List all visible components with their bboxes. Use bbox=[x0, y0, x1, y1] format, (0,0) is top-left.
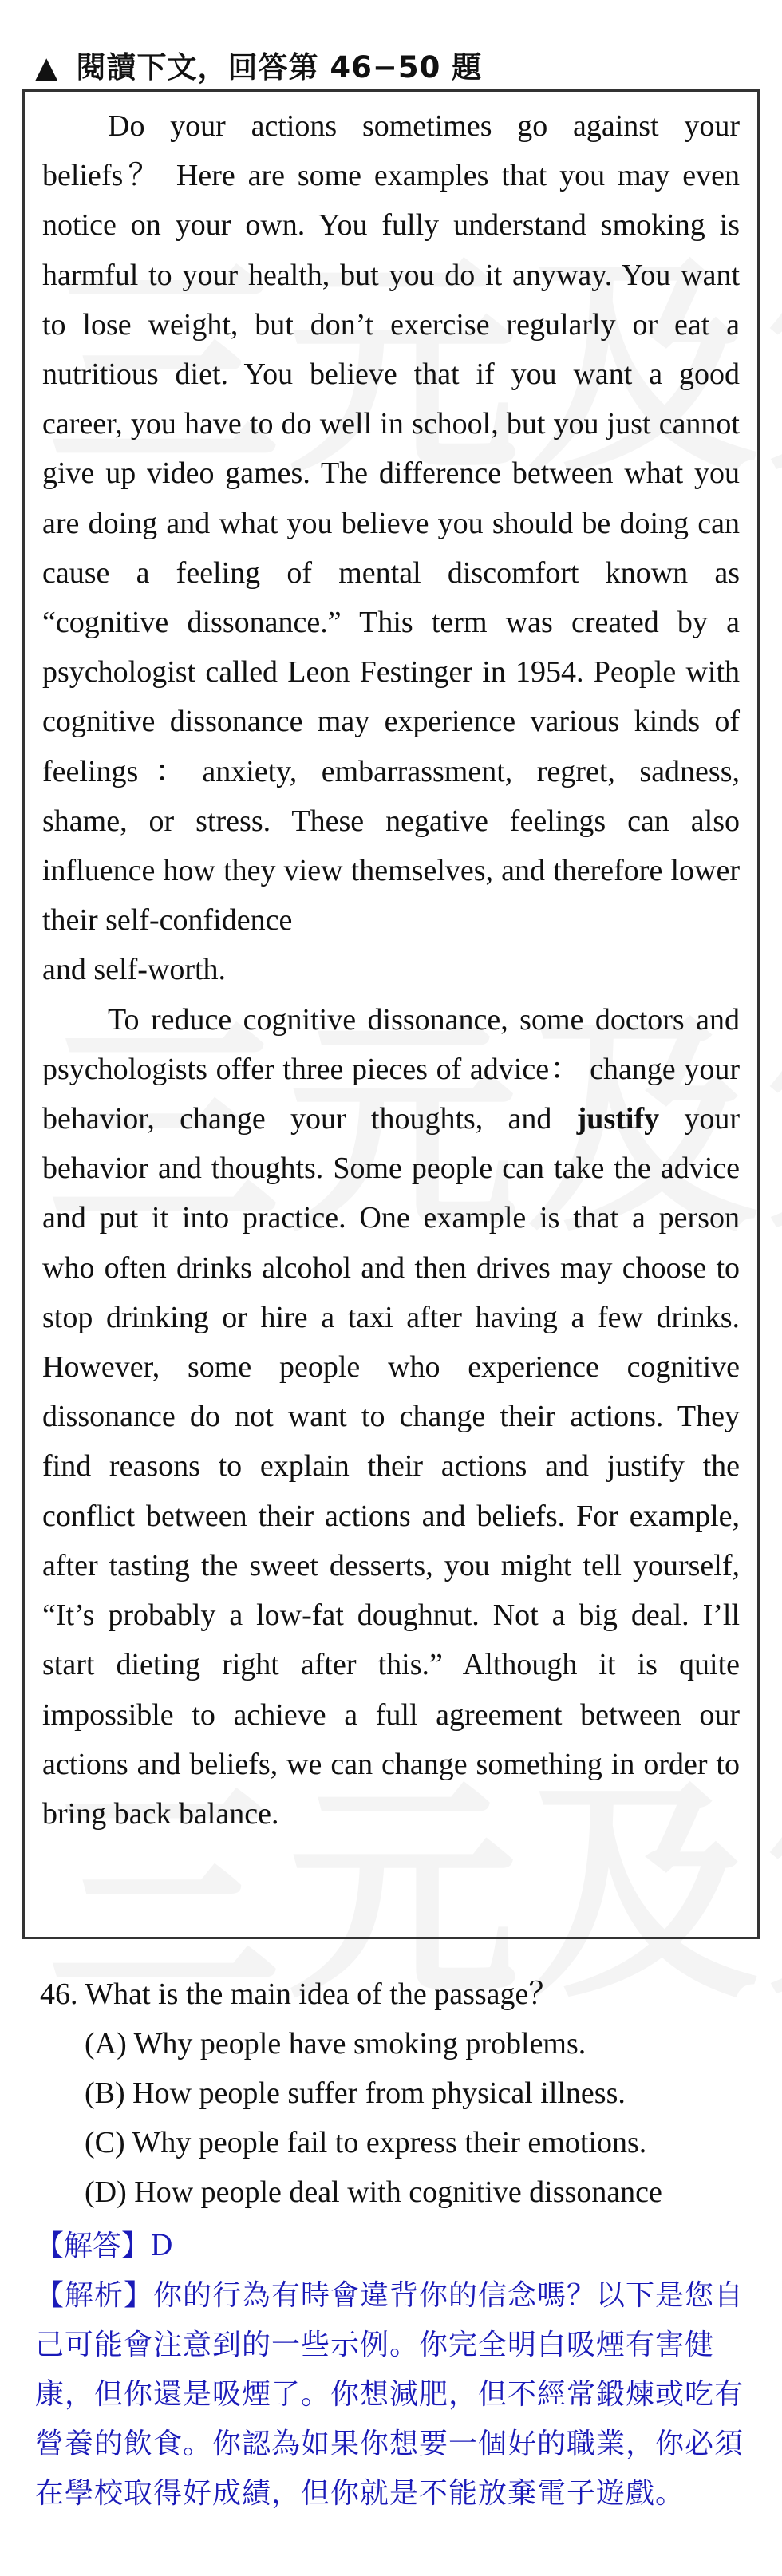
passage-paragraph-1: Do your actions sometimes go against your beliefs？ Here are some examples that you may even notice on your own. You fully understand smoking is harmful to your health, but you do it anyway. You want to lose weight, but don’t exercise regularly or eat a nutritious diet. You believe that if you want a good career, you have to do well in school, but you just cannot give up video games. The difference between what you are doing and what you believe you should be doing can cause a feeling of mental discomfort known as “cognitive dissonance.” This term was created by a psychologist called Leon Festinger in 1954. People with cognitive dissonance may experience various kinds of feelings：anxiety, embarrassment, regret, sadness, shame, or stress. These negative feelings can also influence how they view themselves, and therefore lower their self-confidence bbox=[42, 109, 740, 938]
section-header bbox=[35, 43, 482, 86]
option-b: (B) How people suffer from physical illness. bbox=[85, 2076, 626, 2110]
analysis-block bbox=[35, 2271, 763, 2519]
analysis-text: 你的行為有時會違背你的信念嗎？以下是您自己可能會注意到的一些示例。你完全明白吸煙有害健康，但你還是吸煙了。你想減肥，但不經常鍛煉或吃有營養的飲食。你認為如果你想要一個好的職業，你必須在學校取得好成績，但你就是不能放棄電子遊戲。 bbox=[35, 2279, 744, 2510]
paragraph-2-after: your behavior and thoughts. Some people can take the advice and put it into practice. One example is that a person who often drinks alcohol and then drives may choose to stop drinking or hire a taxi after having a few drinks. However, some people who experience cognitive dissonance do not want to change their actions. They find reasons to explain their actions and justify the conflict between their actions and beliefs. For example, after tasting the sweet desserts, you might tell yourself, “It’s probably a low-fat doughnut. Not a big deal. I’ll start dieting right after this.” Although it is quite impossible to achieve a full agreement between our actions and beliefs, we can change something in order to bring back balance. bbox=[42, 1102, 741, 1831]
answer-line bbox=[35, 2222, 763, 2271]
answer-label: 【解答】 bbox=[35, 2230, 151, 2262]
reading-passage bbox=[22, 89, 760, 1939]
option-d: (D) How people deal with cognitive dissonance bbox=[85, 2175, 662, 2209]
section-title: 閱讀下文，回答第 46−50 題 bbox=[76, 50, 483, 85]
passage-paragraph-2 bbox=[42, 995, 740, 1839]
answer-value: D bbox=[150, 2230, 173, 2262]
passage-paragraph-1-tail: and self-worth. bbox=[42, 953, 227, 987]
question-46 bbox=[40, 1970, 758, 2217]
paragraph-2-before: To reduce cognitive dissonance, some doctors and psychologists offer three pieces of advice： change your behavior, change your thoughts, and bbox=[42, 1002, 740, 1136]
bold-keyword-justify: justify bbox=[576, 1102, 660, 1136]
analysis-label: 【解析】 bbox=[35, 2279, 154, 2312]
triangle-marker-icon: ▲ bbox=[35, 50, 59, 85]
option-a: (A) Why people have smoking problems. bbox=[85, 2027, 586, 2060]
question-stem: 46. What is the main idea of the passage？ bbox=[40, 1977, 559, 2011]
option-c: (C) Why people fail to express their emotions. bbox=[85, 2126, 647, 2159]
